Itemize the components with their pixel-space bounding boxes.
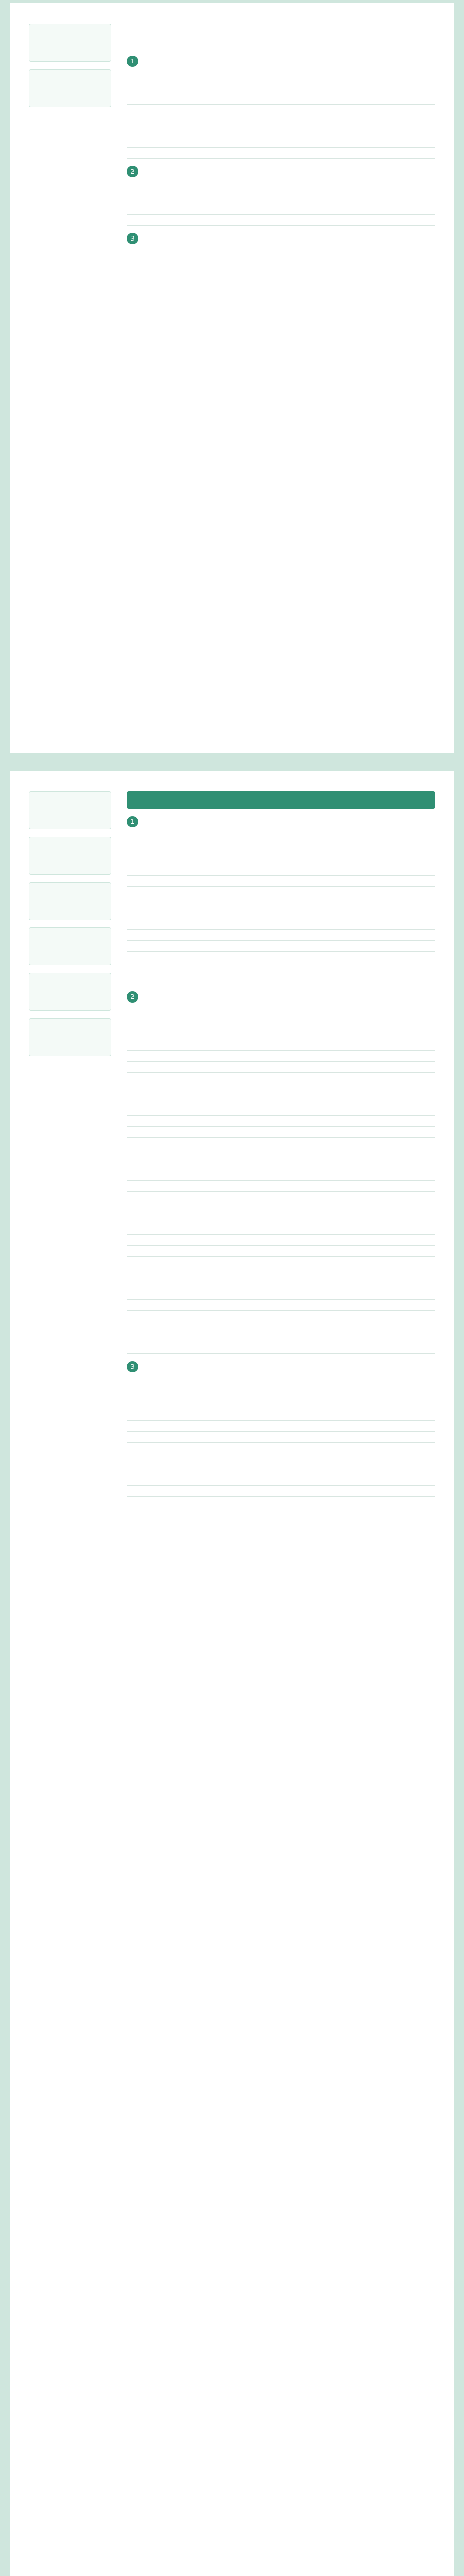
table-row bbox=[127, 1073, 435, 1083]
table-cell bbox=[195, 204, 435, 215]
table-cell bbox=[195, 1062, 435, 1073]
table-cell bbox=[127, 1432, 195, 1443]
table-row bbox=[127, 1475, 435, 1486]
table-cell bbox=[195, 1421, 435, 1432]
table-cell bbox=[195, 115, 435, 126]
table-cell bbox=[127, 1127, 195, 1138]
side-note bbox=[29, 882, 111, 920]
table-cell bbox=[127, 1300, 195, 1311]
table-cell bbox=[127, 1192, 195, 1202]
table-cell bbox=[127, 908, 195, 919]
table-cell bbox=[195, 1159, 435, 1170]
table-cell bbox=[127, 1202, 195, 1213]
table-cell bbox=[195, 1497, 435, 1507]
table-cell bbox=[127, 1267, 195, 1278]
table-cell bbox=[195, 1224, 435, 1235]
table-row bbox=[127, 962, 435, 973]
table-row bbox=[127, 1094, 435, 1105]
table-cell bbox=[127, 1410, 195, 1421]
table-cell bbox=[195, 908, 435, 919]
table-cell bbox=[127, 1062, 195, 1073]
table-cell bbox=[127, 1464, 195, 1475]
table-row bbox=[127, 1159, 435, 1170]
section-number: 1 bbox=[127, 56, 138, 67]
table-cell bbox=[127, 1421, 195, 1432]
table-cell bbox=[195, 962, 435, 973]
table-cell bbox=[195, 973, 435, 984]
table-cell bbox=[195, 930, 435, 941]
table-cell bbox=[195, 1192, 435, 1202]
section-header bbox=[127, 56, 435, 67]
table-cell bbox=[195, 148, 435, 159]
table-cell bbox=[127, 1181, 195, 1192]
table-row bbox=[127, 919, 435, 930]
table-cell bbox=[127, 1486, 195, 1497]
definition-table bbox=[127, 854, 435, 984]
table-cell bbox=[127, 876, 195, 887]
table-row bbox=[127, 1300, 435, 1311]
table-row bbox=[127, 1464, 435, 1475]
table-cell bbox=[127, 887, 195, 897]
table-row bbox=[127, 887, 435, 897]
table-row bbox=[127, 865, 435, 876]
table-row bbox=[127, 973, 435, 984]
table-cell bbox=[127, 973, 195, 984]
table-row bbox=[127, 137, 435, 148]
table-row bbox=[127, 1138, 435, 1148]
section-text bbox=[127, 71, 435, 89]
table-cell bbox=[127, 1453, 195, 1464]
table-cell bbox=[195, 1464, 435, 1475]
table-row bbox=[127, 1127, 435, 1138]
section-text bbox=[127, 1007, 435, 1024]
side-note bbox=[29, 973, 111, 1011]
section-header bbox=[127, 233, 435, 244]
table-cell bbox=[127, 1224, 195, 1235]
table-row bbox=[127, 1051, 435, 1062]
table-cell bbox=[195, 1202, 435, 1213]
table-cell bbox=[127, 1170, 195, 1181]
table-row bbox=[127, 1278, 435, 1289]
main-content bbox=[127, 791, 435, 1507]
table-cell bbox=[127, 1073, 195, 1083]
main-content bbox=[127, 29, 435, 266]
table-row bbox=[127, 1213, 435, 1224]
table-cell bbox=[195, 897, 435, 908]
table-cell bbox=[127, 1311, 195, 1321]
table-cell bbox=[195, 1311, 435, 1321]
side-note bbox=[29, 837, 111, 875]
table-cell bbox=[195, 1235, 435, 1246]
table-cell bbox=[127, 1399, 195, 1410]
table-row bbox=[127, 105, 435, 115]
sections bbox=[127, 816, 435, 1507]
section-header bbox=[127, 166, 435, 177]
table-row bbox=[127, 941, 435, 952]
table-cell bbox=[195, 1453, 435, 1464]
table-cell bbox=[195, 1105, 435, 1116]
table-cell bbox=[195, 94, 435, 105]
table-cell bbox=[127, 1497, 195, 1507]
table-cell bbox=[127, 1443, 195, 1453]
table-row bbox=[127, 1062, 435, 1073]
table-cell bbox=[127, 1083, 195, 1094]
table-row bbox=[127, 1029, 435, 1040]
table-row bbox=[127, 897, 435, 908]
table-row bbox=[127, 204, 435, 215]
section-number: 1 bbox=[127, 816, 138, 827]
table-cell bbox=[127, 1321, 195, 1332]
table-cell bbox=[195, 1116, 435, 1127]
table-cell bbox=[195, 1051, 435, 1062]
section-number: 3 bbox=[127, 1361, 138, 1372]
table-cell bbox=[127, 1343, 195, 1354]
table-cell bbox=[127, 1332, 195, 1343]
table-cell bbox=[195, 865, 435, 876]
section-number: 2 bbox=[127, 166, 138, 177]
table-cell bbox=[195, 1432, 435, 1443]
table-cell bbox=[195, 1213, 435, 1224]
table-cell bbox=[195, 1343, 435, 1354]
table-cell bbox=[127, 1094, 195, 1105]
table-cell bbox=[127, 1278, 195, 1289]
table-row bbox=[127, 1257, 435, 1267]
table-row bbox=[127, 126, 435, 137]
page-1 bbox=[10, 3, 454, 755]
table-row bbox=[127, 1321, 435, 1332]
table-cell bbox=[195, 1073, 435, 1083]
table-row bbox=[127, 876, 435, 887]
table-row bbox=[127, 1497, 435, 1507]
section-text bbox=[127, 1377, 435, 1394]
table-cell bbox=[195, 1148, 435, 1159]
table-cell bbox=[195, 1486, 435, 1497]
table-cell bbox=[127, 1159, 195, 1170]
table-cell bbox=[195, 1040, 435, 1051]
gutter bbox=[29, 791, 111, 1063]
table-row bbox=[127, 1421, 435, 1432]
table-row bbox=[127, 1399, 435, 1410]
table-cell bbox=[127, 1051, 195, 1062]
section-text bbox=[127, 181, 435, 199]
definition-table bbox=[127, 1029, 435, 1354]
table-cell bbox=[127, 865, 195, 876]
table-cell bbox=[195, 1443, 435, 1453]
side-note bbox=[29, 791, 111, 829]
table-cell bbox=[195, 952, 435, 962]
table-row bbox=[127, 952, 435, 962]
intro-text bbox=[127, 33, 435, 50]
table-cell bbox=[127, 215, 195, 226]
table-cell bbox=[195, 215, 435, 226]
table-cell bbox=[195, 1300, 435, 1311]
table-cell bbox=[127, 1257, 195, 1267]
table-row bbox=[127, 1311, 435, 1321]
table-row bbox=[127, 1410, 435, 1421]
table-row bbox=[127, 1202, 435, 1213]
table-cell bbox=[195, 1267, 435, 1278]
table-cell bbox=[195, 1170, 435, 1181]
table-cell bbox=[127, 962, 195, 973]
table-cell bbox=[195, 1083, 435, 1094]
definition-table bbox=[127, 204, 435, 226]
table-row bbox=[127, 1192, 435, 1202]
table-row bbox=[127, 1170, 435, 1181]
table-cell bbox=[127, 1040, 195, 1051]
table-cell bbox=[127, 1246, 195, 1257]
table-row bbox=[127, 930, 435, 941]
table-cell bbox=[127, 952, 195, 962]
section-banner bbox=[127, 791, 435, 809]
section-text bbox=[127, 832, 435, 849]
table-row bbox=[127, 1267, 435, 1278]
table-row bbox=[127, 1486, 435, 1497]
table-cell bbox=[127, 1029, 195, 1040]
table-cell bbox=[195, 1181, 435, 1192]
table-cell bbox=[195, 887, 435, 897]
table-row bbox=[127, 1246, 435, 1257]
table-cell bbox=[127, 941, 195, 952]
table-cell bbox=[127, 137, 195, 148]
table-cell bbox=[195, 1321, 435, 1332]
table-row bbox=[127, 1083, 435, 1094]
side-note bbox=[29, 69, 111, 107]
table-cell bbox=[195, 854, 435, 865]
table-row bbox=[127, 1332, 435, 1343]
gutter bbox=[29, 24, 111, 114]
table-row bbox=[127, 1116, 435, 1127]
table-row bbox=[127, 1235, 435, 1246]
table-row bbox=[127, 94, 435, 105]
table-row bbox=[127, 1105, 435, 1116]
table-cell bbox=[195, 1410, 435, 1421]
table-cell bbox=[195, 1399, 435, 1410]
section-text bbox=[127, 248, 435, 266]
table-cell bbox=[195, 126, 435, 137]
table-cell bbox=[127, 1475, 195, 1486]
table-row bbox=[127, 1224, 435, 1235]
table-cell bbox=[127, 204, 195, 215]
table-cell bbox=[195, 137, 435, 148]
table-row bbox=[127, 1181, 435, 1192]
table-cell bbox=[195, 1257, 435, 1267]
table-cell bbox=[195, 1138, 435, 1148]
table-cell bbox=[127, 1105, 195, 1116]
table-cell bbox=[127, 94, 195, 105]
table-cell bbox=[127, 115, 195, 126]
table-cell bbox=[127, 1289, 195, 1300]
table-cell bbox=[195, 876, 435, 887]
table-cell bbox=[127, 854, 195, 865]
table-cell bbox=[127, 897, 195, 908]
section-header bbox=[127, 816, 435, 827]
table-cell bbox=[127, 105, 195, 115]
side-note bbox=[29, 24, 111, 62]
section-number: 3 bbox=[127, 233, 138, 244]
table-cell bbox=[195, 1246, 435, 1257]
table-cell bbox=[195, 1029, 435, 1040]
table-row bbox=[127, 1343, 435, 1354]
table-cell bbox=[195, 1475, 435, 1486]
table-cell bbox=[195, 1278, 435, 1289]
table-cell bbox=[195, 919, 435, 930]
table-row bbox=[127, 115, 435, 126]
table-cell bbox=[195, 1289, 435, 1300]
table-cell bbox=[127, 126, 195, 137]
table-row bbox=[127, 1432, 435, 1443]
table-row bbox=[127, 1148, 435, 1159]
table-cell bbox=[127, 148, 195, 159]
table-row bbox=[127, 854, 435, 865]
section-header bbox=[127, 1361, 435, 1372]
table-cell bbox=[127, 1148, 195, 1159]
table-cell bbox=[195, 1127, 435, 1138]
table-row bbox=[127, 1289, 435, 1300]
side-note bbox=[29, 927, 111, 965]
table-row bbox=[127, 1443, 435, 1453]
table-row bbox=[127, 215, 435, 226]
section-header bbox=[127, 991, 435, 1003]
table-row bbox=[127, 1453, 435, 1464]
section-number: 2 bbox=[127, 991, 138, 1003]
side-note bbox=[29, 1018, 111, 1056]
table-cell bbox=[127, 1116, 195, 1127]
table-cell bbox=[195, 1332, 435, 1343]
table-cell bbox=[127, 919, 195, 930]
table-cell bbox=[195, 941, 435, 952]
table-cell bbox=[127, 1235, 195, 1246]
definition-table bbox=[127, 94, 435, 159]
table-row bbox=[127, 148, 435, 159]
table-cell bbox=[195, 1094, 435, 1105]
table-cell bbox=[195, 105, 435, 115]
table-cell bbox=[127, 930, 195, 941]
sections bbox=[127, 56, 435, 266]
table-row bbox=[127, 908, 435, 919]
page-2 bbox=[10, 771, 454, 2576]
definition-table bbox=[127, 1399, 435, 1507]
table-cell bbox=[127, 1213, 195, 1224]
table-cell bbox=[127, 1138, 195, 1148]
table-row bbox=[127, 1040, 435, 1051]
